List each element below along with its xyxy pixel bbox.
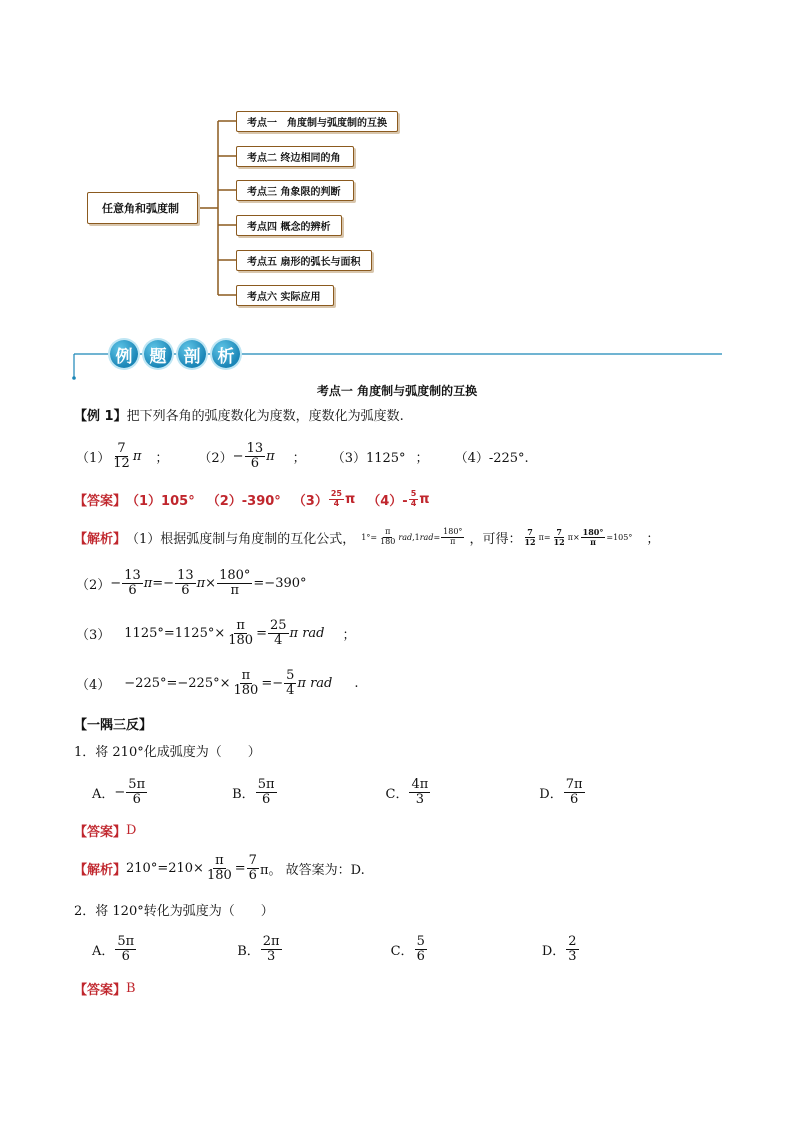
example-1-step-4: （4） −225°=−225°× $\frac{\pi}{180}$ =− $\frac{5}{4}$ π rad . [76, 667, 359, 698]
banner-char-1: 例 [110, 340, 138, 368]
q1-option-a-label: A． [92, 786, 115, 802]
item-3-label: （3）1125° [331, 450, 406, 466]
question-1-analysis: 【解析】 210°=210× $\frac{\pi}{180}$ = $\frac{7}{6}$ π。 故答案为：D. [74, 852, 365, 883]
example-1-analysis: 【解析】 （1）根据弧度制与角度制的互化公式， 1°= $\frac{\pi}{180}$ rad ,1 rad = $\frac{180^\circ}{\pi}$ ，可得： $\frac{7}{12}$ π= $\frac{7}{12}$ π× $\frac{180^\circ}{\pi}$ =105° ； [74, 527, 660, 547]
mindmap-item-1: 考点一 角度制与弧度制的互换 [236, 111, 398, 132]
q1-option-b-label: B． [232, 786, 255, 802]
example-label: 【例 1】 [74, 409, 127, 424]
question-1-stem: 1．将 210°化成弧度为（ ） [74, 745, 261, 760]
mindmap-item-5: 考点五 扇形的弧长与面积 [236, 250, 372, 271]
q2-answer-value: B [126, 981, 136, 996]
q1-option-d-label: D． [539, 786, 563, 802]
answer-1: （1）105° [126, 493, 195, 509]
fraction-7-12: $\frac{7}{12}$ [113, 440, 130, 471]
practice-heading: 【一隅三反】 [74, 718, 153, 733]
example-1-items: （1） $\frac{7}{12}$ π ； （2） − $\frac{13}{6}$ π ； （3）1125° ； （4）-225°. [76, 440, 529, 471]
example-prompt: 把下列各角的弧度数化为度数，度数化为弧度数. [126, 409, 404, 424]
question-2-answer [74, 979, 136, 998]
q1-analysis-post: π。 故答案为：D. [259, 862, 365, 878]
example-1-prompt-line [74, 405, 404, 424]
analysis-label: 【解析】 [74, 531, 127, 547]
banner-char-2: 题 [144, 340, 172, 368]
item-4-label: （4）-225°. [454, 450, 529, 466]
example-1-answer: 【答案】 （1）105° （2）-390° （3） $\frac{25}{4}$ π （4）- $\frac{5}{4}$ π [74, 489, 430, 509]
question-2-options: A． $\frac{5\pi}{6}$ B． $\frac{2\pi}{3}$ C． $\frac{5}{6}$ D． $\frac{2}{3}$ [92, 933, 577, 964]
q2-answer-label: 【答案】 [74, 983, 127, 998]
mindmap-item-6: 考点六 实际应用 [236, 285, 334, 306]
mindmap-item-3: 考点三 角象限的判断 [236, 180, 354, 201]
banner-char-3: 剖 [178, 340, 206, 368]
item-1-label: （1） [76, 450, 111, 466]
section-title: 考点一 角度制与弧度制的互换 [316, 384, 478, 398]
question-1-options: A． − $\frac{5\pi}{6}$ B． $\frac{5\pi}{6}$ C． $\frac{4\pi}{3}$ D． $\frac{7\pi}{6}$ [92, 776, 583, 807]
question-1-answer [74, 821, 136, 840]
question-2-stem: 2．将 120°转化为弧度为（ ） [74, 904, 274, 919]
q2-option-b-label: B． [237, 943, 260, 959]
q1-analysis-pre: 210°=210× [126, 860, 204, 876]
item-2-label: （2） [198, 450, 233, 466]
example-1-step-3: （3） 1125°=1125°× $\frac{\pi}{180}$ = $\frac{25}{4}$ π rad ； [76, 617, 356, 648]
mindmap-connectors [0, 0, 794, 320]
mindmap-item-2: 考点二 终边相同的角 [236, 146, 354, 167]
q1-analysis-label: 【解析】 [74, 862, 127, 878]
mindmap-item-4: 考点四 概念的辨析 [236, 215, 342, 236]
q2-option-a-label: A． [92, 943, 115, 959]
answer-2: （2）-390° [206, 493, 281, 509]
q1-option-c-label: C． [385, 786, 409, 802]
example-1-step-2: （2） − $\frac{13}{6}$ π =− $\frac{13}{6}$ π × $\frac{180^\circ}{\pi}$ =−390° [76, 567, 307, 598]
answer-label: 【答案】 [74, 493, 127, 509]
q2-option-c-label: C． [390, 943, 414, 959]
answer-3: （3） [292, 493, 328, 509]
answer-4: （4）- [367, 493, 408, 509]
banner-char-4: 析 [212, 340, 240, 368]
analysis-text: （1）根据弧度制与角度制的互化公式， [126, 531, 356, 547]
fraction-13-6: $\frac{13}{6}$ [246, 440, 264, 471]
q2-option-d-label: D． [541, 943, 566, 959]
q1-answer-value: D [126, 823, 137, 838]
analysis-tail: ，可得： [469, 531, 522, 547]
mindmap-root: 任意角和弧度制 [87, 192, 198, 224]
q1-answer-label: 【答案】 [74, 825, 127, 840]
